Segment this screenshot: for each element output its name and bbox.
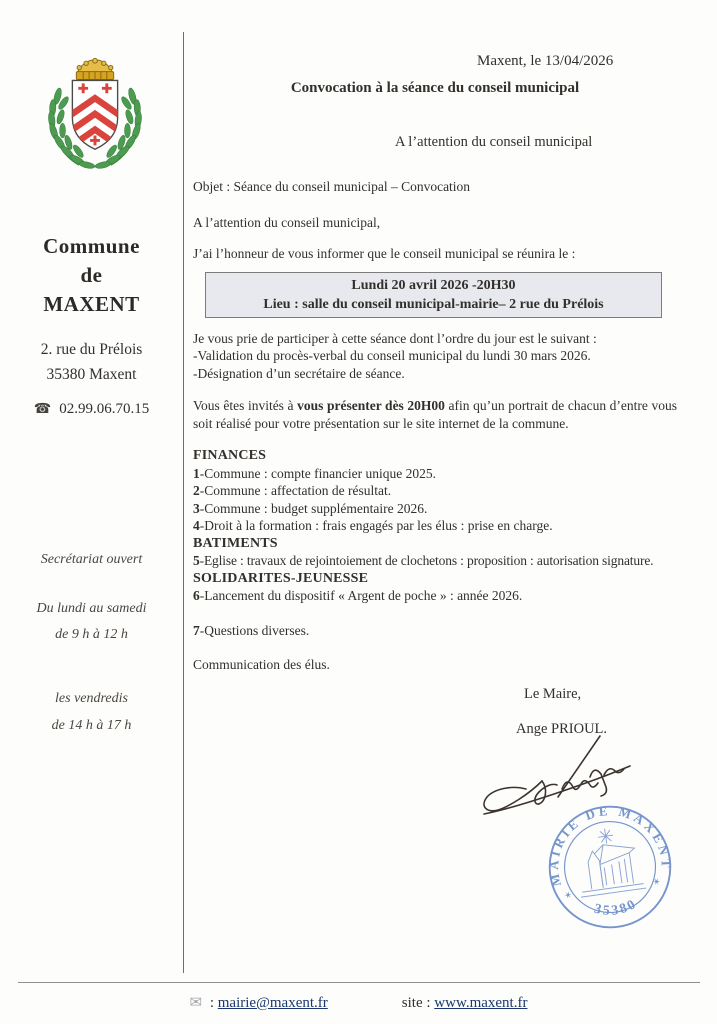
- item-text: -Eglise : travaux de rejointoiement de clochetons : proposition : autorisation signature.: [199, 553, 654, 568]
- agenda-item-3: [193, 500, 677, 518]
- address-street: 2. rue du Prélois: [40, 341, 143, 358]
- footer: [0, 993, 717, 1012]
- svg-text:35380: [591, 896, 641, 922]
- website-link[interactable]: www.maxent.fr: [434, 995, 528, 1011]
- svg-text:✶: ✶: [562, 888, 576, 903]
- notice-pre: Vous êtes invités à: [193, 398, 298, 413]
- document-title: Convocation à la séance du conseil municipal: [290, 80, 580, 96]
- stamp-stars: [561, 875, 663, 903]
- item-text: -Commune : affectation de résultat.: [199, 483, 392, 498]
- phone-number: 02.99.06.70.15: [59, 401, 150, 417]
- commune-name-line2: de: [80, 263, 103, 287]
- item-text: -Questions diverses.: [199, 622, 310, 638]
- agenda-item-7: [193, 622, 677, 640]
- meeting-datetime: Lundi 20 avril 2026 -20H30: [351, 277, 516, 293]
- agenda-intro: Je vous prie de participer à cette séance dont l’ordre du jour est le suivant :: [193, 330, 597, 346]
- item-number: 6: [193, 588, 200, 603]
- agenda-preliminary-2: -Désignation d’un secrétaire de séance.: [193, 365, 405, 381]
- item-number: 5: [193, 553, 200, 568]
- hours-title: Secrétariat ouvert: [40, 552, 143, 567]
- item-text: -Commune : compte financier unique 2025.: [199, 465, 436, 481]
- agenda-item-6: [193, 587, 677, 605]
- email-link[interactable]: mairie@maxent.fr: [217, 995, 328, 1011]
- sidebar-divider: [183, 32, 184, 973]
- item-text: -Lancement du dispositif « Argent de poche » : année 2026.: [199, 588, 523, 603]
- notice-post: afin qu’un portrait de chacun d’entre vous soit réalisé pour votre présentation sur le site internet de la commune.: [193, 398, 678, 431]
- stamp-building-sketch: [572, 825, 645, 898]
- address-city: 35380 Maxent: [46, 366, 137, 383]
- item-number: 7: [193, 622, 200, 638]
- municipal-stamp: [534, 791, 685, 942]
- coat-of-arms: [36, 40, 154, 172]
- agenda-preliminary-1: -Validation du procès-verbal du conseil municipal du lundi 30 mars 2026.: [193, 348, 591, 363]
- commune-address: [0, 337, 183, 387]
- agenda-item-5: [193, 552, 677, 570]
- letter-body: [193, 178, 677, 674]
- object-line: Objet : Séance du conseil municipal – Convocation: [193, 179, 471, 194]
- salutation: A l’attention du conseil municipal,: [193, 214, 381, 230]
- section-heading-batiments: BATIMENTS: [193, 535, 278, 551]
- letterhead-sidebar: [0, 0, 183, 1024]
- commune-name: [0, 232, 183, 319]
- email-separator: :: [206, 995, 218, 1011]
- agenda-item-4: [193, 517, 677, 535]
- item-number: 4: [193, 518, 200, 533]
- footer-site-group: [402, 995, 528, 1012]
- communication-line: Communication des élus.: [193, 657, 330, 672]
- hours-friday: les vendredis: [55, 691, 128, 706]
- item-text: -Droit à la formation : frais engagés par les élus : prise en charge.: [199, 518, 553, 533]
- commune-name-line3: MAXENT: [43, 292, 140, 316]
- site-label: site :: [401, 995, 435, 1011]
- section-heading-finances: FINANCES: [193, 448, 267, 463]
- dateline: Maxent, le 13/04/2026: [477, 53, 614, 69]
- notice-bold: vous présenter dès 20H00: [297, 398, 445, 413]
- item-text: -Commune : budget supplémentaire 2026.: [199, 500, 428, 516]
- signoff-role: Le Maire,: [524, 686, 582, 702]
- item-number: 1: [193, 465, 200, 481]
- stamp-postal-code: 35380: [592, 896, 641, 919]
- item-number: 3: [193, 500, 200, 516]
- telephone-icon: ☎: [33, 401, 52, 417]
- agenda-item-2: [193, 482, 677, 500]
- agenda-item-1: [193, 465, 677, 483]
- signoff-name: Ange PRIOUL.: [516, 721, 608, 737]
- stamp-arc-text: MAIRIE DE MAXENT: [546, 802, 674, 888]
- recipient-line: A l’attention du conseil municipal: [395, 134, 593, 150]
- commune-name-line1: Commune: [43, 234, 140, 258]
- intro-line: J’ai l’honneur de vous informer que le conseil municipal se réunira le :: [193, 246, 576, 261]
- footer-divider: [18, 982, 700, 983]
- meeting-details-box: [205, 272, 662, 318]
- commune-phone: [0, 401, 183, 418]
- item-number: 2: [193, 483, 200, 498]
- hours-days: Du lundi au samedi: [36, 601, 147, 616]
- photo-notice: [193, 397, 677, 432]
- section-heading-solidarites: SOLIDARITES-JEUNESSE: [193, 570, 369, 586]
- svg-text:✶: ✶: [650, 875, 663, 890]
- meeting-location: Lieu : salle du conseil municipal-mairie– 2 rue du Prélois: [263, 296, 604, 312]
- envelope-icon: ✉: [189, 993, 203, 1011]
- footer-email-group: [190, 993, 328, 1012]
- crown: [76, 58, 113, 79]
- hours-afternoon: de 14 h à 17 h: [51, 718, 132, 733]
- hours-morning: de 9 h à 12 h: [55, 627, 128, 642]
